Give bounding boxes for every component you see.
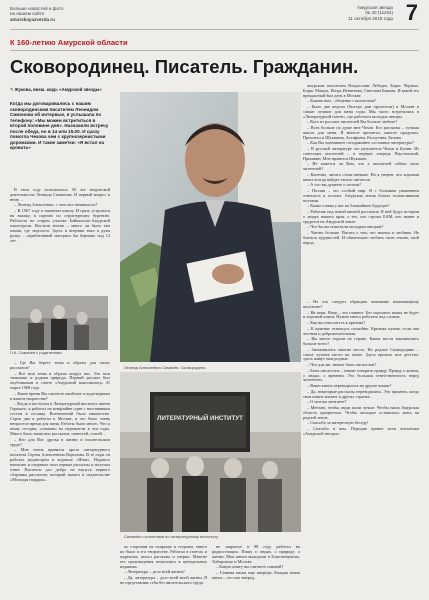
paragraph: – Леонид Алексеевич, с чего все начиналось? <box>14 202 98 208</box>
paragraph: – Спасибо за интересную беседу! <box>307 420 369 426</box>
article-column-1 <box>10 188 110 296</box>
header-site-info <box>10 6 64 22</box>
paragraph: – Кто для Вас друзья в жизни и писательском труде? <box>10 436 110 447</box>
paragraph: – Читать больше. Писать о том, что знаешь и любишь. Не бояться трудностей. И обязательно любить свою землю, свой народ. <box>303 230 419 245</box>
article-column-4 <box>303 300 419 596</box>
paragraph: – Какую книгу вы считаете главной? <box>216 564 284 570</box>
paragraph: – Главная книга еще впереди. Каждая новая книга – это шаг вперед. <box>212 569 300 580</box>
paragraph: – Ваши книги переводились на другие языки? <box>307 383 392 388</box>
paragraph: – Работаю над новой книгой рассказов. В ней будут истории о людях нашего края, о тех, кто строил БАМ, кто живет и трудится на Амурской земле. <box>303 209 419 224</box>
family-photo <box>10 296 108 350</box>
paragraph: – А что вы думаете о поэзии? <box>307 182 362 188</box>
paragraph: В этом году исполнилось 50 лет творческой деятельности Леонида Симонова. И первый вопрос к нему… <box>10 188 110 202</box>
portrait-caption: Леонид Алексеевич Симачёв. Сковородино. <box>124 365 207 370</box>
paragraph: – Да, некоторые рассказы переводились. Это приятно, когда твои книги читают в других странах. <box>303 388 419 399</box>
header-issue-info <box>348 5 393 21</box>
paragraph: – Да, литература – дело всей моей жизни. Я не представляю себя без писательского труда. <box>120 574 207 585</box>
paragraph: амурском писателем Владиславе Лебедев. Борис Черных, Борис Машук, Игорь Игнатенко, Светлана Быкова. И какой это прекрасный был день в Москве. <box>303 84 419 98</box>
paragraph: – Всех больше по душе мне Чехов. Его рассказы – лучшая школа для меня. Я многое прочитал, многое продумал. Прочитал и Шукшина, Астафьева, Распутина, Белова. <box>303 125 419 140</box>
paragraph: – Мне очень нравятся проза литературного писателя Сергея Алексеевича Воронова. В те годы он работал редактором в журнале «Нева». Надеюсь написать и отправил свои первые рассказы и получил ответ. Писатель дал добро на выпуск первого сборника рассказов, который вышел в издательстве «Молодая гвардия». <box>10 447 110 482</box>
header-divider <box>10 29 419 30</box>
paragraph: – В 1967 году я закончил школу. И сразу устроился на вышку, в партию по структурному бурению. Работали на старом участке Байкальско-Амурской магистрали. Изучали землю – много ли было там камня, где мерзлота. Здесь я впервые взял в руки ручку – отработанный материал бы бережно под 12 лет. <box>10 208 110 243</box>
paragraph: – Что бы вы пожелали молодым авторам? <box>307 224 384 230</box>
paragraph: – Мечтаю, чтобы люди жили лучше. Чтобы наша Амурская область процветала. Чтобы молодые оставались жить на родной земле. <box>303 404 419 420</box>
paragraph: – Что для вас значит быть писателем? <box>307 362 377 367</box>
section-divider <box>10 50 419 51</box>
institute-photo <box>120 372 301 532</box>
institute-sign-text: ЛИТЕРАТУРНЫЙ ИНСТИТУТ <box>157 415 243 422</box>
paragraph: – Когда я поступил в Литературный институт имени Горького, я работал на конфлайне один с наставником гостем в столице. Впечатлений было множество. Сорок два я работал в Москве, и это было очень непростое время для меня. Работы было много. Что я пишу сегодня, основано на пережитом в эти годы. Много было написано рассказов, повестей, статей… <box>10 401 110 437</box>
article-byline <box>10 87 110 92</box>
paragraph: – Какие планы у вас на ближайшее будущее? <box>307 203 390 209</box>
paragraph: – Спасибо и вам. Передаю привет всем читателям «Амурской звезды». <box>303 425 419 436</box>
paragraph: – О чем вы мечтаете? <box>307 399 347 405</box>
header-paper-name: Амурская звезда <box>357 5 393 10</box>
paragraph: – К критике отношусь спокойно. Критика нужна, если она честная и доброжелательная. <box>303 325 419 336</box>
article-column-3 <box>303 84 419 294</box>
page-number: 7 <box>405 0 418 25</box>
section-title: К 160-летию Амурской области <box>10 38 128 47</box>
header-site-url[interactable]: amurskayazvezda.ru <box>10 16 55 22</box>
paragraph: – Каково вам – общение с коллегами? <box>307 98 376 104</box>
family-photo-caption: Л.А. Симачёв с родителями <box>10 350 62 355</box>
article-lead: Когда мы договаривались с нашим сковородинским писателем Леонидом Симонова об интервью, я услышала по телефону: «Мы можем встретиться в второй половине дня». Назначили встречу после обеда, но в 14 или 15.00. И сразу помогла Чехова чем с крупнозернистыми дорожками. И такие заметки: «Я встал на кровать» <box>10 101 109 150</box>
paragraph: – Вы много ездили по стране. Какие места запомнились больше всего? <box>303 336 419 346</box>
article-column-1b <box>10 361 110 597</box>
header-date: 11 октября 2018 года <box>348 15 393 21</box>
portrait-photo <box>120 92 301 362</box>
paragraph: – На что следует обращать внимание начинающему писателю? <box>303 300 419 309</box>
paragraph: – Литература – дело всей жизни? <box>124 569 185 575</box>
paragraph: – Какое время Вы считаете наиболее плодотворным в вашем творчестве? <box>10 390 110 401</box>
article-column-6 <box>212 545 300 597</box>
paragraph: – Где Вы берете темы и образы для своих рассказов? <box>10 361 110 370</box>
paragraph: – Как Вы оцениваете сегодняшнее состояние литературы? <box>307 140 414 146</box>
paragraph: – Запомнились многие места. Но родное Сковородино – самое лучшее место на земле. Здесь прошло мое детство, здесь живут мои родные. <box>303 346 419 362</box>
institute-caption: Симачёв с коллегами по литературному институту <box>124 534 219 539</box>
article-headline: Сковородинец. Писатель. Гражданин. <box>10 56 359 77</box>
paragraph: – В русской литературе это разумеется Чехов и Бунин. Из советских писателей – в первую очередь Паустовский, Пришвин. Мне нравится Шукшин. <box>303 146 419 161</box>
paragraph: – Как вы относитесь к критике? <box>307 320 366 325</box>
header-issue-number: № 40 (11194) <box>365 10 393 16</box>
paragraph: – Все мои темы и образы вокруг нас. Это мои знакомые и родная природа. Первый рассказ был опубликован в газете «Амурский комсомолец» 31 марта 1968 года. <box>10 370 110 391</box>
paragraph: – Быть писателем – значит говорить правду. Правду о жизни, о людях, о времени. Это большая ответственность перед читателем. <box>303 367 419 383</box>
paragraph: – Не кажется ли Вам, что у писателей сейчас мало читателей? <box>303 161 419 172</box>
article-column-5 <box>120 545 207 597</box>
paragraph: – Было две недели (быстро дни пролетели) в Москве в самые лучшие для меня годы. Мы часто встречались в «Литературной газете», где работали молодые авторы. <box>303 104 419 119</box>
pen-icon: ✎ <box>10 87 15 92</box>
paragraph: – Поэзия – это особый мир. Я с большим уважением отношусь к поэтам. Амурская земля богата талантливыми поэтами. <box>303 188 419 203</box>
header-left-line: на нашем сайте <box>10 11 45 17</box>
paragraph: – Кого из русских писателей Вы больше любите? <box>307 119 398 125</box>
paragraph: – На язык. Язык – это главное. Без хорошего языка не будет и хорошей книги. Нужно много работать над словом. <box>303 309 419 320</box>
paragraph: не закрытое в 98 году работал на радиостанции. Пишу о людях, о природе, о жизни. Мои книги выходили в Благовещенске, Хабаровске и Москве. <box>212 545 300 564</box>
paragraph: по сторонам на поприще и стороны, много их было в его творчестве. Работал в газетах и журналах, писал рассказы и очерки. Многие его произведения печатались в центральных изданиях. <box>120 545 207 569</box>
byline-text: Жукова, внеш. корр. «Амурской звезды» <box>14 87 102 92</box>
paragraph: – Конечно, читать стали меньше. Но я уверен, что хорошая книга всегда найдет своего читателя. <box>303 171 419 182</box>
header-left-line: Больше новостей и фото <box>10 6 64 11</box>
